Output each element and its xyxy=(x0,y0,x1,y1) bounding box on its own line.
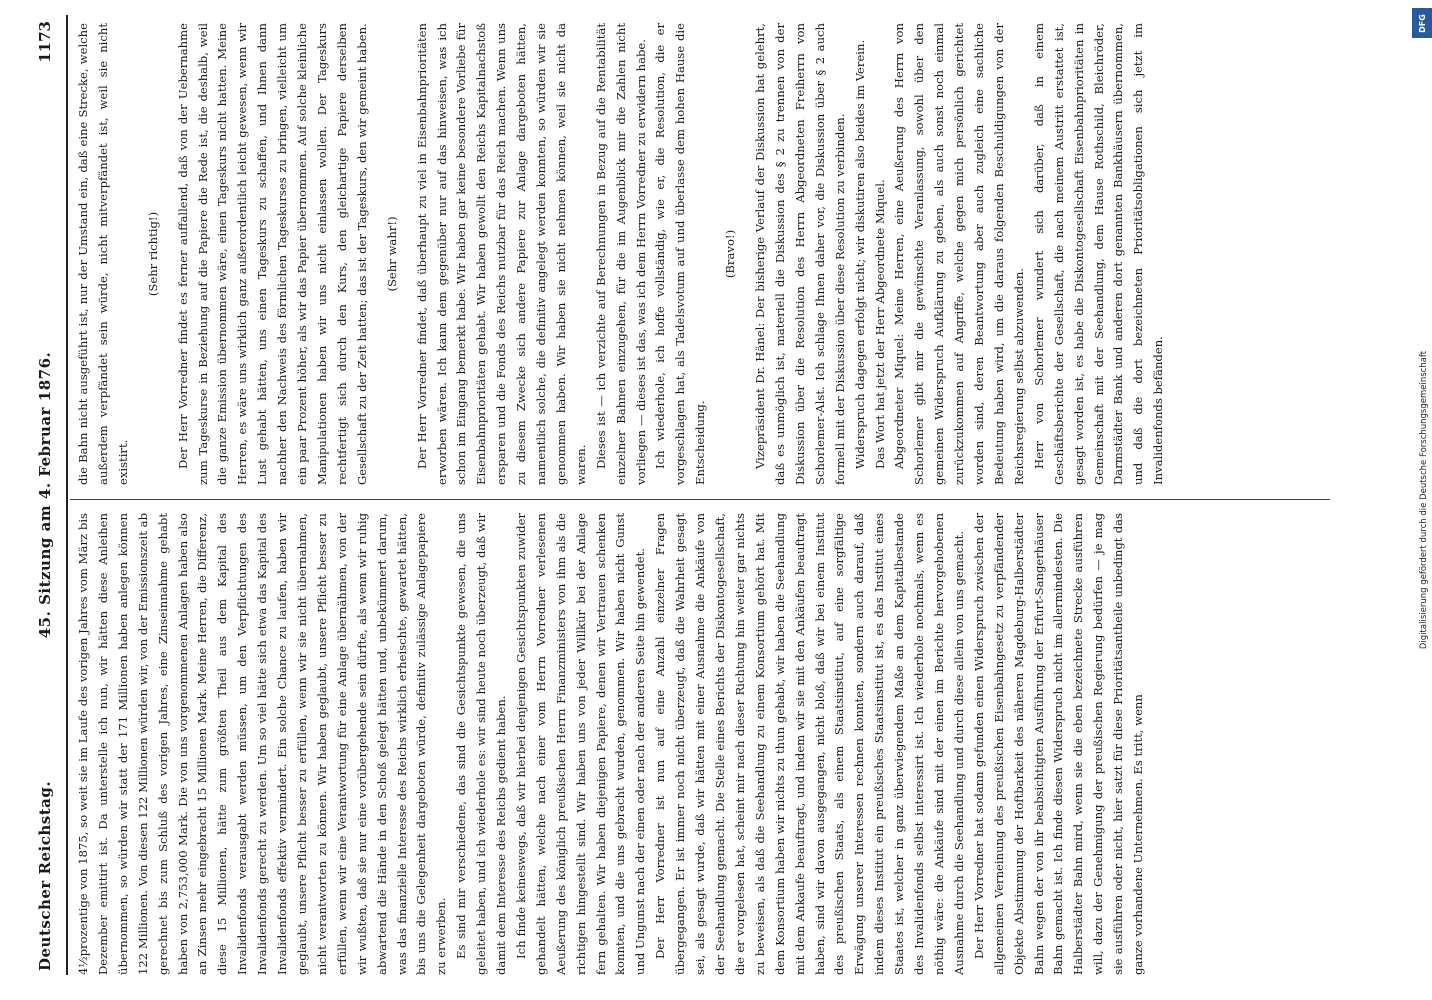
dfg-logo-text: DFG xyxy=(1417,13,1427,33)
right-paragraph: Der Herr Vorredner findet es ferner auffallend, daß von der Uebernahme zum Tageskurse in Beziehung auf die Papiere die Rede ist, die deshalb, weil die ganze Emission übernommen wäre, einen Tageskurs nicht hatten. Meine Herren, es wäre uns wirklich ganz außerordentlich leicht gewesen, wenn wir Lust gehabt hätten, uns einen Tageskurs zu schaffen, und Ihnen dann nachher den Nachweis des förmlichen Tageskurses zu bringen, vielleicht um ein paar Prozent höher, als wir das Papier übernommen. Auf solche kleinliche Manipulationen haben wir uns nicht einlassen wollen. Der Tageskurs rechtfertigt sich durch den Kurs, den gleichartige Papiere derselben Gesellschaft zu der Zeit hatten; das ist der Tageskurs, den wir gemeint haben. xyxy=(175,23,369,485)
page-number: 1173 xyxy=(36,21,54,63)
right-paragraph: Der Herr Vorredner findet, daß überhaupt zu viel in Eisenbahnprioritäten erworben wären. Ich kann dem gegenüber nur auf das hinweisen, was ich schon im Eingang bemerkt habe. Wir haben gar keine besondere Vorliebe für Eisenbahnprioritäten gehabt. Wir haben gewollt den Reichs Kapitalnachstoß ersparen und die Fonds des Reichs nutzbar für das Reich machen. Wenn uns zu diesem Zwecke sich andere Papiere zur Anlage dargeboten hätten, namentlich solche, die definitiv angelegt werden konnten, so würden wir sie genommen haben. Wir haben sie nicht nehmen können, weil sie nicht da waren. xyxy=(414,23,588,485)
right-paragraph: Herr von Schorlemer wundert sich darüber, daß in einem Geschäftsberichte der Gesellschaft, die nach meinem Austritt erstattet ist, gesagt worden ist, es habe die Diskontogesellschaft Eisenbahnprioritäten in Gemeinschaft mit der Seehandlung, dem Hause Rothschild, Bleichröder, Darmstädter Bank und anderen dort genannten Bankhäusern übernommen, und daß die dort bezeichneten Prioritätsobligationen sich jetzt im Invalidenfonds befänden. xyxy=(1031,23,1166,485)
left-paragraph: Es sind mir verschiedene, das sind die Gesichtspunkte gewesen, die uns geleitet haben, und ich wiederhole es: wir sind heute noch überzeugt, daß wir damit dem Interesse des Reichs gedient haben. xyxy=(454,513,509,975)
right-paragraph: Widerspruch dagegen erfolgt nicht; wir diskutiren also beides im Verein. xyxy=(852,39,867,469)
right-paragraph: Vizepräsident Dr. Hänel: Der bisherige Verlauf der Diskussion hat gelehrt, daß es unmöglich ist, materiell die Diskussion des § 2 zu trennen von der Diskussion über die Resolution des Herrn Abgeordneten Freiherrn von Schorlemer-Alst. Ich schlage Ihnen daher vor, die Diskussion über § 2 auch formell mit der Diskussion über diese Resolution zu verbinden. xyxy=(753,23,847,485)
left-paragraph: Ich finde keineswegs, daß wir hierbei denjenigen Gesichtspunkten zuwider gehandelt hätten, welche nach einer vom Herrn Vorredner verlesenen Aeußerung des königlich preußischen Herrn Finanzministers von ihm als die richtigen hingestellt sind. Wir haben uns von jeder Willkür bei der Anlage fern gehalten. Wir haben diejenigen Papiere, denen wir Vertrauen schenken konnten, und die uns gebracht wurden, genommen. Wir haben nicht Gunst und Ungunst nach der einen oder nach der anderen Seite hin gewendet. xyxy=(513,513,648,975)
right-paragraph: Abgeordneter Miquel: Meine Herren, eine Aeußerung des Herrn von Schorlemer gibt mir die gewünschte Veranlassung, sowohl über den gemeinen Widerspruch Aufklärung zu geben, als auch sonst noch einmal zurückzukommen auf Angriffe, welche gegen mich persönlich gerichtet worden sind, deren Beantwortung aber auch zugleich eine sachliche Bedeutung haben wird, um die daraus folgenden Beschuldigungen von der Reichsregierung selbst abzuwenden. xyxy=(892,23,1026,485)
interjection: (Bravo!) xyxy=(723,229,738,279)
left-paragraph: 4½prozentige von 1875, so weit sie im Laufe des vorigen Jahres vom März bis Dezember emittirt ist. Da unterstelle ich nun, wir hätten diese Anleihen übernommen, so würden wir statt der 171 Millionen haben anlegen können 122 Millionen. Von diesen 122 Millionen würden wir, von der Emissionszeit ab gerechnet bis zum Schluß des vorigen Jahres, eine Zinseinnahme gehabt haben von 2,753,000 Mark. Die von uns vorgenommenen Anlagen haben also an Zinsen mehr eingebracht 15 Millionen Mark. Meine Herren, die Differenz, diese 15 Millionen, hätte zum größten Theil aus dem Kapital des Invalidenfonds verausgabt werden müssen, um den Verpflichtungen des Invalidenfonds gerecht zu werden. Um so viel hätte sich etwa das Kapital des Invalidenfonds effektiv vermindert. Ein solche Chance zu laufen, haben wir geglaubt, unsere Pflicht besser zu erfüllen, wenn wir sie nicht übernahmen, nicht verantworten zu können. Wir haben geglaubt, unsere Pflicht besser zu erfüllen, wenn wir eine Verantwortung für eine Anlage übernähmen, von der wir wußten, daß sie nur eine vorübergehende sein dürfte, als wenn wir ruhig abwartend die Hände in den Schoß gelegt hätten und, unbekümmert darum, was das finanzielle Interesse des Reichs wirklich erheischte, gewartet hätten, bis uns die Gelegenheit dargeboten würde, definitiv zulässige Anlagepapiere zu erwerben. xyxy=(76,513,449,975)
left-paragraph: Der Herr Vorredner hat sodann gefunden einen Widerspruch zwischen der allgemeinen Verneinung des preußischen Eisenbahngesetz zu verpfändender Objekte Abstimmung der Hoftbarkeit des näheren Magdeburg-Halberstädter Bahn wegen der von ihr beabsichtigten Ausführung der Erfurt-Sangerhäuser Bahn gemacht ist. Ich finde diesen Widerspruch nicht im allermindesten. Die Halberstädter Bahn mird, wenn sie die eben bezeichnete Strecke ausführen will, dazu der Genehmigung der preußischen Regierung bedürfen — je mag sie ausführen oder nicht, hier satzt für diese Prioritätsantheile unbedingt das ganze vorhandene Unternehmen. Es tritt, wenn xyxy=(971,513,1146,975)
right-paragraph: Ich wiederhole, ich hoffe vollständig, wie er, die Resolution, die er vorgeschlagen hat, als Tadelsvotum auf und überlasse dem hohen Hause die Entscheidung. xyxy=(653,23,708,485)
column-divider xyxy=(70,499,1330,500)
header-title: Deutscher Reichstag. xyxy=(36,780,54,971)
right-column xyxy=(74,23,1329,485)
right-paragraph: die Bahn nicht ausgeführt ist, nur der Umstand ein, daß eine Strecke, welche außerdem verpfändet sein würde, nicht mitverpfändet ist, weil sie nicht existirt. xyxy=(76,23,130,485)
right-paragraph: Dieses ist — ich verzichte auf Berechnungen in Bezug auf die Rentabilität einzelner Bahnen einzugehen, für die im Augenblick mir die Zahlen nicht vorliegen — dieses ist das, was ich dem Herrn Vorredner zu erwidern habe. xyxy=(593,23,648,485)
left-paragraph: Der Herr Vorredner ist nun auf eine Anzahl einzelner Fragen übergegangen. Er ist immer noch nicht überzeugt, daß die Wahrheit gesagt sei, als gesagt wurde, daß wir hätten mit einer Ausnahme die Ankäufe von der Seehandlung gemacht. Die Stelle eines Berichts der Diskontogesellschaft, die er vorgelesen hat, scheint mir nach dieser Richtung hin weiter gar nichts zu beweisen, als daß die Seehandlung zu einem Konsortium gehört hat. Mit dem Konsortium haben wir nichts zu thun gehabt, wir haben die Seehandlung mit dem Ankaufe beauftragt, und indem wir sie mit den Ankäufen beauftragt haben, sind wir davon ausgegangen, nicht bloß, daß wir bei einem Institut des preußischen Staats, als einem Staatsinstitut, auf eine sorgfältige Erwägung unserer Interessen rechnen konnten, sondern auch darauf, daß indem dieses Institut ein preußisches Staatsinstitut ist, es das Institut eines Staates ist, welcher in ganz überwiegendem Maße an dem Kapitalbestande des Invalidenfonds selbst interessirt ist. Ich wiederhole nochmals, wenn es nöthig wäre: die Ankäufe sind mit der einen im Berichte hervorgehobenen Ausnahme durch die Seehandlung und durch diese allein von uns gemacht. xyxy=(653,513,966,975)
header-session: 45. Sitzung am 4. Februar 1876. xyxy=(36,351,54,639)
rotated-page xyxy=(30,15,1340,975)
left-column xyxy=(74,513,1329,975)
dfg-logo xyxy=(1412,8,1432,38)
header-rule xyxy=(66,15,68,975)
right-paragraph: Das Wort hat jetzt der Herr Abgeordnete Miquel. xyxy=(872,179,887,469)
page-header xyxy=(30,15,64,975)
interjection: (Sehr richtig!) xyxy=(145,211,160,297)
interjection: (Sehr wahr!) xyxy=(384,216,399,292)
digitization-credit: Digitalisierung gefördert durch die Deutsche Forschungsgemeinschaft xyxy=(1419,350,1429,650)
